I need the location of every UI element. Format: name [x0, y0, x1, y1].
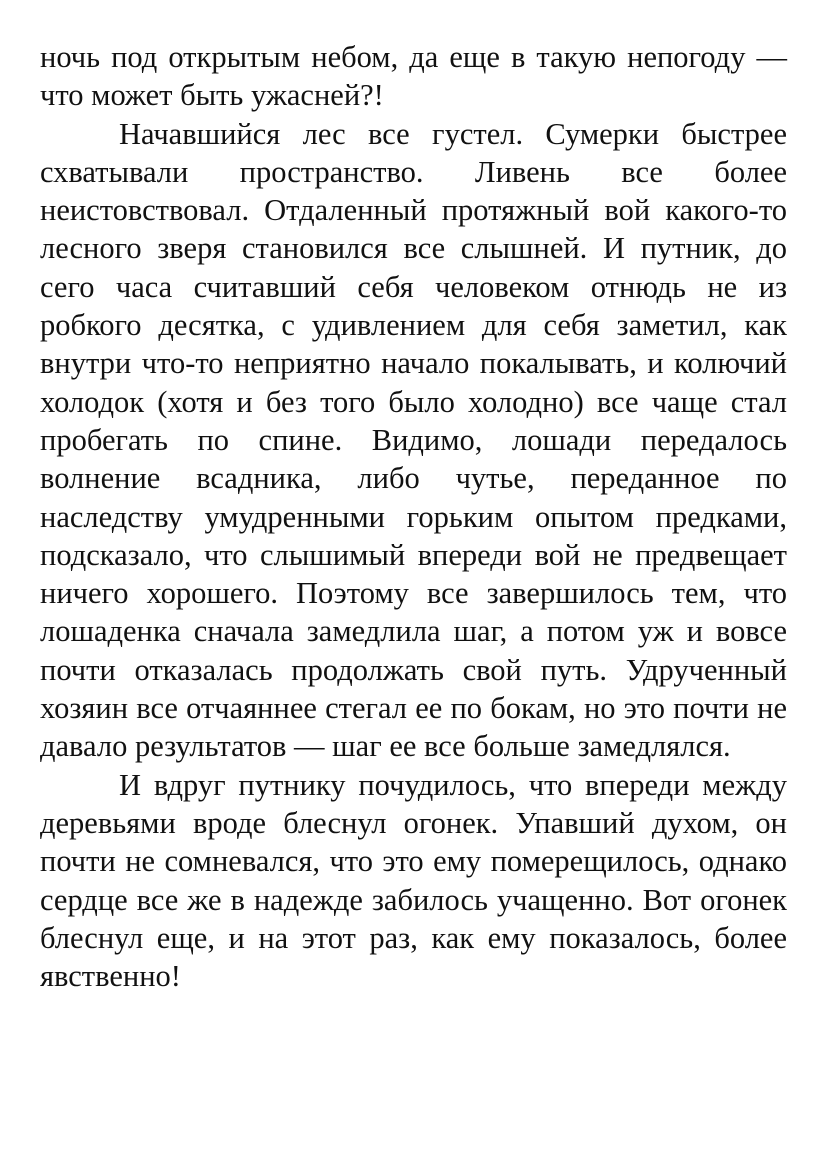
paragraph-1: ночь под открытым небом, да еще в такую непогоду — что может быть ужасней?!: [40, 40, 787, 113]
page-body: [40, 38, 787, 995]
paragraph-2: Начавшийся лес все густел. Сумерки быстрее схватывали пространство. Ливень все более неистовствовал. Отдаленный протяжный вой какого-то лесного зверя становился все слышней. И путник, до сего часа считавший себя человеком отнюдь не из робкого десятка, с удивлением для себя заметил, как внутри что-то неприятно начало покалывать, и колючий холодок (хотя и без того было холодно) все чаще стал пробегать по спине. Видимо, лошади передалось волнение всадника, либо чутье, переданное по наследству умудренными горьким опытом предками, подсказало, что слышимый впереди вой не предвещает ничего хорошего. Поэтому все завершилось тем, что лошаденка сначала замедлила шаг, а потом уж и вовсе почти отказалась продолжать свой путь. Удрученный хозяин все отчаяннее стегал ее по бокам, но это почти не давало результатов — шаг ее все больше замедлялся.: [40, 116, 787, 764]
paragraph-3: И вдруг путнику почудилось, что впереди между деревьями вроде блеснул огонек. Упавший духом, он почти не сомневался, что это ему померещилось, однако сердце все же в надежде забилось учащенно. Вот огонек блеснул еще, и на этот раз, как ему показалось, более явственно!: [40, 767, 787, 994]
